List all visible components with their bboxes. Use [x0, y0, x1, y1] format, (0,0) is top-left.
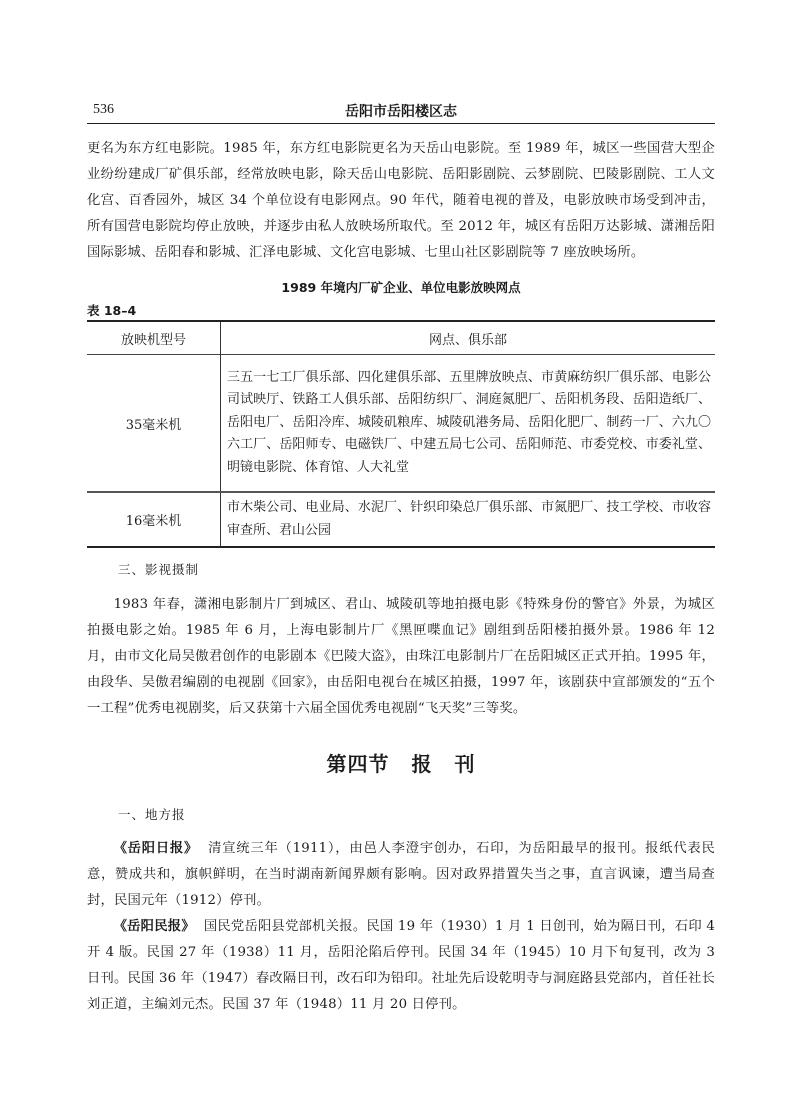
projector-type-cell: 35毫米机	[87, 355, 221, 493]
page-number: 536	[93, 102, 114, 117]
header-venues: 网点、俱乐部	[428, 332, 507, 348]
newspaper-name: 《岳阳民报》	[113, 919, 195, 934]
table-row	[87, 492, 715, 547]
running-title: 岳阳市岳阳楼区志	[345, 104, 457, 120]
table-label: 表 18–4	[87, 303, 137, 318]
projection-venues-table	[87, 320, 715, 548]
projector-type-cell: 16毫米机	[87, 492, 221, 547]
newspaper-name: 《岳阳日报》	[113, 841, 199, 856]
header-rule	[87, 123, 715, 124]
newspaper-entry	[87, 914, 715, 1018]
chapter-title	[87, 748, 715, 777]
venues-cell: 市木柴公司、电业局、水泥厂、针织印染总厂俱乐部、市氮肥厂、技工学校、市收容审查所、君山公园	[227, 500, 711, 538]
page-header	[87, 100, 715, 124]
film-production-paragraph: 1983 年春，潇湘电影制片厂到城区、君山、城陵矶等地拍摄电影《特殊身份的警官》外景，为城区拍摄电影之始。1985 年 6 月，上海电影制片厂《黑匣喋血记》剧组到岳阳楼拍摄外景。1986 年 12 月，由市文化局吴傲君创作的电影剧本《巴陵大盗》，由珠江电影制片厂在岳阳城区正式开拍。1995 年，由段华、吴傲君编剧的电视剧《回家》，由岳阳电视台在城区拍摄，1997 年，该剧获中宣部颁发的“五个一工程”优秀电视剧奖，后又获第十六届全国优秀电视剧“飞天奖”三等奖。	[87, 597, 715, 716]
newspaper-text: 清宣统三年（1911），由邑人李澄宇创办，石印，为岳阳最早的报刊。报纸代表民意，赞成共和，旗帜鲜明，在当时湖南新闻界颇有影响。因对政界措置失当之事，直言讽谏，遭当局查封，民国元年（1912）停刊。	[87, 841, 715, 908]
chapter-word-1: 报	[411, 752, 433, 776]
header-projector-type: 放映机型号	[87, 321, 221, 355]
newspaper-text: 国民党岳阳县党部机关报。民国 19 年（1930）1 月 1 日创刊，始为隔日刊，石印 4 开 4 版。民国 27 年（1938）11 月，岳阳沦陷后停刊。民国 34 年（1945）10 月下旬复刊，改为 3 日刊。民国 36 年（1947）春改隔日刊，改石印为铅印。社址先后设乾明寺与洞庭路县党部内，首任社长刘正道，主编刘元杰。民国 37 年（1948）11 月 20 日停刊。	[87, 919, 716, 1012]
section-heading-local-newspapers: 一、地方报	[118, 807, 186, 822]
table-title: 1989 年境内厂矿企业、单位电影放映网点	[281, 280, 521, 295]
table-header-row	[87, 321, 715, 355]
table-row	[87, 355, 715, 493]
newspaper-entry	[87, 836, 715, 914]
venues-cell: 三五一七工厂俱乐部、四化建俱乐部、五里牌放映点、市黄麻纺织厂俱乐部、电影公司试映厅、铁路工人俱乐部、岳阳纺织厂、洞庭氮肥厂、岳阳机务段、岳阳造纸厂、岳阳电厂、岳阳冷库、城陵矶粮库、城陵矶港务局、岳阳化肥厂、制药一厂、六九〇六工厂、岳阳师专、电磁铁厂、中建五局七公司、岳阳师范、市委党校、市委礼堂、明镜电影院、体育馆、人大礼堂	[227, 369, 711, 475]
section-heading-film-production: 三、影视摄制	[118, 562, 200, 577]
chapter-word-2: 刊	[454, 752, 476, 776]
intro-paragraph: 更名为东方红电影院。1985 年，东方红电影院更名为天岳山电影院。至 1989 年，城区一些国营大型企业纷纷建成厂矿俱乐部，经常放映电影，除天岳山电影院、岳阳影剧院、云梦剧院、巴陵影剧院、工人文化宫、百香园外，城区 34 个单位设有电影网点。90 年代，随着电视的普及，电影放映市场受到冲击，所有国营电影院均停止放映，并逐步由私人放映场所取代。至 2012 年，城区有岳阳万达影城、潇湘岳阳国际影城、岳阳春和影城、汇泽电影城、文化宫电影城、七里山社区影剧院等 7 座放映场所。	[87, 141, 715, 260]
chapter-number: 第四节	[326, 752, 390, 776]
